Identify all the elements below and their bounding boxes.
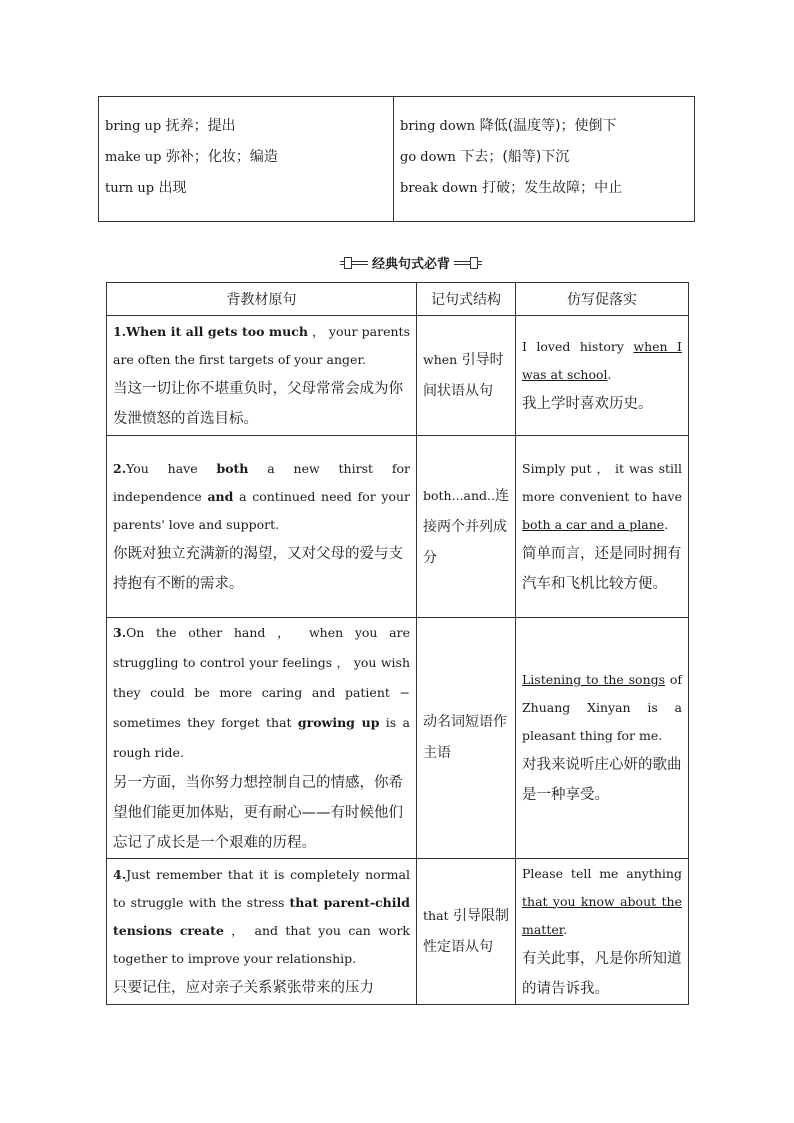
heading-cap-right [470, 257, 478, 269]
structure-cell: both...and..连接两个并列成分 [417, 436, 516, 618]
original-cell: 4.Just remember that it is completely normal to struggle with the stress that parent-child tensions create ， and that you can work together to improve your relationship. 只要记住，应对亲子关系紧张带来的压力 [107, 859, 417, 1005]
structure-cell: that 引导限制性定语从句 [417, 859, 516, 1005]
phrase-item: break down 打破；发生故障；中止 [400, 180, 623, 196]
phrase-item: make up 弥补；化妆；编造 [105, 149, 278, 165]
imitation-cell: Listening to the songs of Zhuang Xinyan is a pleasant thing for me. 对我来说听庄心妍的歌曲是一种享受。 [516, 618, 689, 859]
phrase-item: turn up 出现 [105, 180, 187, 196]
header-structure: 记句式结构 [417, 283, 516, 316]
table-row [107, 618, 689, 859]
section-heading [340, 253, 482, 271]
imitation-cell: Please tell me anything that you know about the matter. 有关此事，凡是你所知道的请告诉我。 [516, 859, 689, 1005]
section-title: 经典句式必背 [368, 253, 454, 272]
header-original: 背教材原句 [107, 283, 417, 316]
phrase-item: bring up 抚养；提出 [105, 118, 236, 134]
header-imitation: 仿写促落实 [516, 283, 689, 316]
phrase-item: go down 下去；(船等)下沉 [400, 149, 570, 165]
table-row [107, 859, 689, 1005]
table-header-row [107, 283, 689, 316]
phrase-column-right [394, 97, 694, 221]
original-cell: 1.When it all gets too much ， your parents are often the first targets of your anger. 当这一切让你不堪重负时，父母常常会成为你发泄愤怒的首选目标。 [107, 316, 417, 436]
structure-cell: when 引导时间状语从句 [417, 316, 516, 436]
imitation-cell: Simply put ， it was still more convenient to have both a car and a plane. 简单而言，还是同时拥有汽车和飞机比较方便。 [516, 436, 689, 618]
table-row [107, 316, 689, 436]
sentence-table [106, 282, 689, 1005]
imitation-cell: I loved history when I was at school. 我上学时喜欢历史。 [516, 316, 689, 436]
phrase-column-left [99, 97, 394, 221]
phrase-item: bring down 降低(温度等)；使倒下 [400, 118, 617, 134]
heading-cap-left [344, 257, 352, 269]
original-cell: 2.You have both a new thirst for independence and a continued need for your parents' love and support. 你既对独立充满新的渴望，又对父母的爱与支持抱有不断的需求。 [107, 436, 417, 618]
original-cell: 3.On the other hand ， when you are struggling to control your feelings ， you wish they could be more caring and patient − sometimes they forget that growing up is a rough ride. 另一方面，当你努力想控制自己的情感，你希望他们能更加体贴，更有耐心——有时候他们忘记了成长是一个艰难的历程。 [107, 618, 417, 859]
table-row [107, 436, 689, 618]
structure-cell: 动名词短语作主语 [417, 618, 516, 859]
phrase-table [98, 96, 695, 222]
